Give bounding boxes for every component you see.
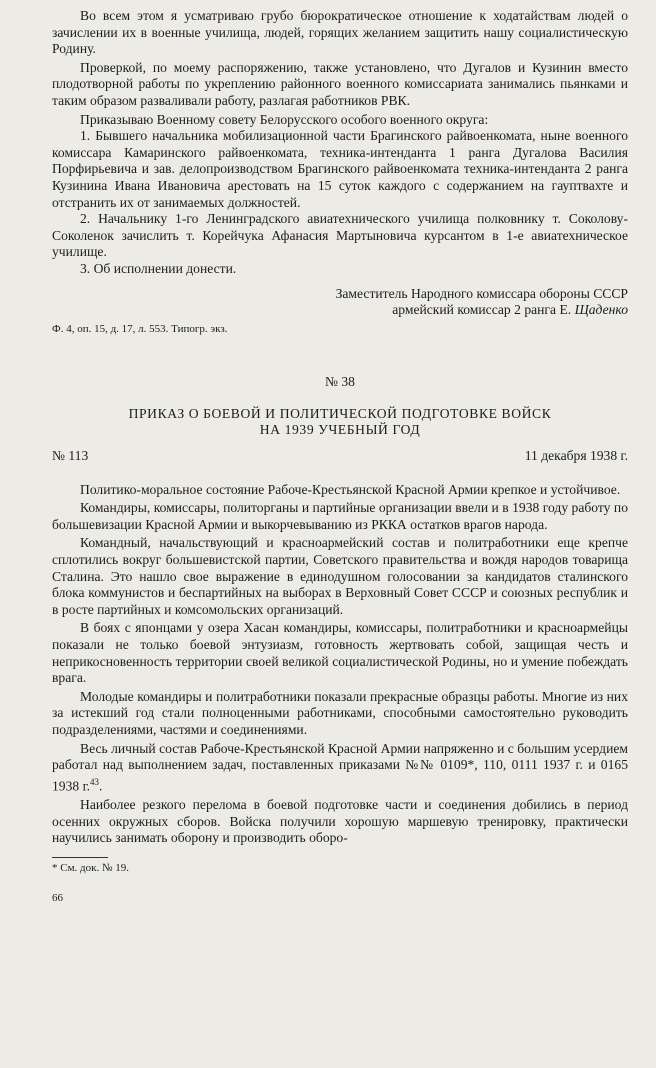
archive-reference: Ф. 4, оп. 15, д. 17, л. 553. Типогр. экз. (52, 322, 228, 335)
document-number: № 38 (325, 373, 355, 389)
paragraph: В боях с японцами у озера Хасан командиры, комиссары, политработники и красноармейцы показали не только боевой энтузиазм, готовность жертвовать собой, защищая честь и неприкосновенность территории своей великой социалистической Родины, но и умение побеждать врага. (52, 620, 628, 686)
paragraph: Проверкой, по моему распоряжению, также установлено, что Дугалов и Кузинин вместо плодотворной работы по укреплению районного военного комиссариата занимались пьянками и таким образом разваливали работу, разлагая работников РВК. (52, 59, 628, 108)
order-header (52, 448, 628, 464)
paragraph: Командный, начальствующий и красноармейский состав и политработники еще крепче сплотились вокруг большевистской партии, Советского правительства и вождя народов товарища Сталина. Это нашло свое выражение в единодушном голосовании за кандидатов сталинского блока коммунистов и беспартийных на выборах в Верховный Совет СССР и союзных республик и в росте партийных и комсомольских организаций. (52, 535, 628, 617)
document-page (52, 8, 628, 904)
signature-rank: армейский комиссар 2 ранга Е. Щаденко (392, 302, 628, 318)
order-date: 11 декабря 1938 г. (524, 447, 628, 463)
order-number: № 113 (52, 447, 89, 463)
paragraph: Политико-моральное состояние Рабоче-Крестьянской Красной Армии крепкое и устойчивое. (80, 481, 621, 497)
document-title: ПРИКАЗ О БОЕВОЙ И ПОЛИТИЧЕСКОЙ ПОДГОТОВКЕ ВОЙСК НА 1939 УЧЕБНЫЙ ГОД (128, 405, 552, 437)
signature-title: Заместитель Народного комиссара обороны СССР (335, 285, 628, 301)
signature-block (52, 286, 628, 319)
order-item-3: 3. Об исполнении донести. (80, 260, 237, 276)
paragraph: Молодые командиры и политработники показали прекрасные образцы работы. Многие из них за истекший год стали полноценными работниками, способными самостоятельно руководить подразделениями, частями и соединениями. (52, 688, 628, 737)
paragraph: Командиры, комиссары, политорганы и партийные организации ввели и в 1938 году работу по большевизации Красной Армии и выкорчевыванию из РККА остатков врагов народа. (52, 500, 628, 532)
paragraph: Наиболее резкого перелома в боевой подготовке части и соединения добились в период осенних окружных сборов. Войска получили хорошую маршевую тренировку, практически научились занимать оборону и производить оборо- (52, 796, 628, 846)
paragraph: Приказываю Военному совету Белорусского особого военного округа: (80, 111, 489, 127)
paragraph: Во всем этом я усматриваю грубо бюрократическое отношение к ходатайствам людей о зачислении их в военные училища, людей, горящих желанием защитить нашу социалистическую Родину. (52, 8, 628, 57)
signature-name: Щаденко (574, 302, 628, 318)
order-item-2: 2. Начальнику 1-го Ленинградского авиатехнического училища полковнику т. Соколову-Соколенок зачислить т. Корейчука Афанасия Мартыновича курсантом в 1-е авиатехническое училище. (52, 211, 628, 260)
footnote-rule (52, 857, 108, 858)
paragraph: Весь личный состав Рабоче-Крестьянской Красной Армии напряженно и с большим усердием работал над выполнением задач, поставленных приказами №№ 0109*, 110, 0111 1937 г. и 0165 1938 г.$^{43}$. (52, 740, 628, 794)
order-item-1: 1. Бывшего начальника мобилизационной части Брагинского райвоенкомата, ныне военного комиссара Камаринского райвоенкомата, техника-интенданта 1 ранга Дугалова Василия Порфирьевича и зав. делопроизводством Брагинского райвоенкомата техника-интенданта 2 ранга Кузинина Ивана Ивановича арестовать на 15 суток каждого с содержанием на гауптвахте и отстранить их от занимаемых должностей. (52, 128, 628, 210)
endnote-ref: 43 (90, 776, 100, 787)
footnote: * См. док. № 19. (52, 861, 129, 874)
page-number: 66 (52, 891, 63, 904)
